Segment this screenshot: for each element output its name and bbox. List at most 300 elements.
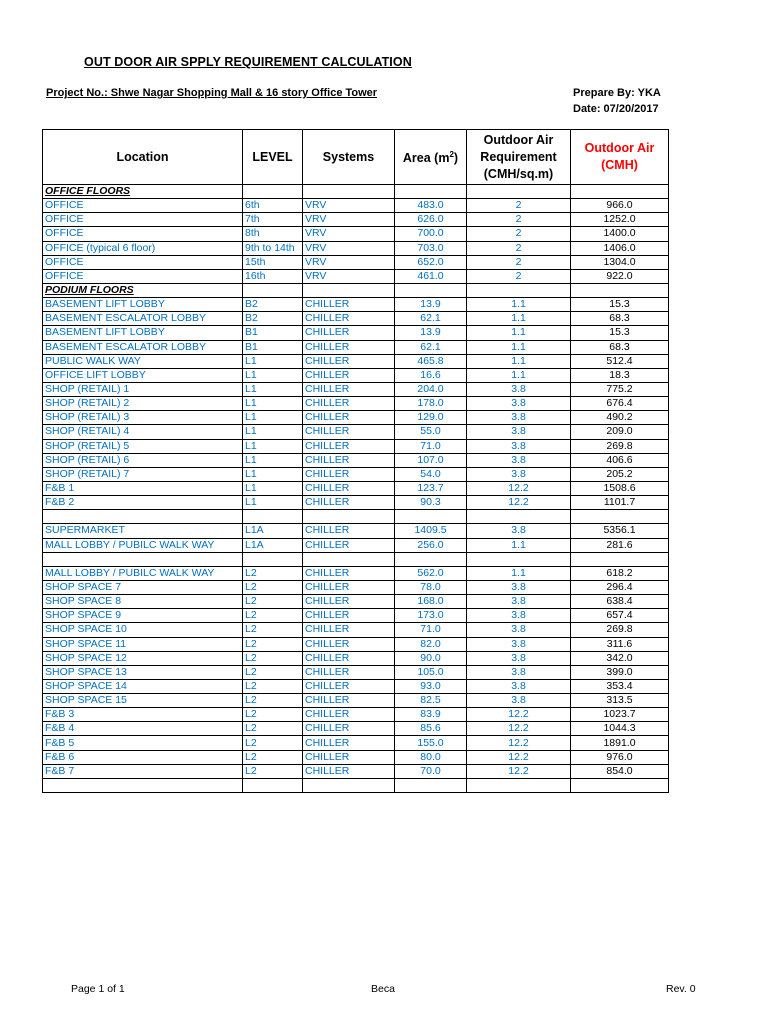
area-cell: 62.1 [395, 312, 467, 326]
empty-cell [571, 185, 669, 199]
level-cell: L2 [243, 609, 303, 623]
outdoor-air-cmh-cell: 68.3 [571, 340, 669, 354]
table-row [43, 354, 669, 368]
header-systems: Systems [303, 130, 395, 185]
level-cell: B2 [243, 298, 303, 312]
location-cell: SHOP (RETAIL) 4 [43, 425, 243, 439]
location-cell: F&B 7 [43, 764, 243, 778]
level-cell: L2 [243, 665, 303, 679]
area-cell: 71.0 [395, 439, 467, 453]
header-area-text: Area (m [402, 151, 450, 166]
systems-cell: CHILLER [303, 694, 395, 708]
requirement-cell: 12.2 [467, 722, 571, 736]
footer-rev: Rev. 0 [666, 983, 696, 995]
area-cell: 82.5 [395, 694, 467, 708]
location-cell: BASEMENT ESCALATOR LOBBY [43, 340, 243, 354]
requirement-cell: 12.2 [467, 481, 571, 495]
location-cell: OFFICE [43, 255, 243, 269]
level-cell: L2 [243, 566, 303, 580]
systems-cell: CHILLER [303, 312, 395, 326]
systems-cell: CHILLER [303, 439, 395, 453]
systems-cell: CHILLER [303, 679, 395, 693]
level-cell: L2 [243, 764, 303, 778]
requirement-cell: 12.2 [467, 750, 571, 764]
outdoor-air-cmh-cell: 1508.6 [571, 481, 669, 495]
systems-cell: VRV [303, 199, 395, 213]
area-cell: 123.7 [395, 481, 467, 495]
area-cell: 83.9 [395, 708, 467, 722]
outdoor-air-cmh-cell: 976.0 [571, 750, 669, 764]
level-cell: L2 [243, 722, 303, 736]
outdoor-air-cmh-cell: 854.0 [571, 764, 669, 778]
requirement-cell: 3.8 [467, 679, 571, 693]
table-row [43, 382, 669, 396]
requirement-cell: 3.8 [467, 609, 571, 623]
empty-cell [243, 283, 303, 297]
area-cell: 626.0 [395, 213, 467, 227]
level-cell: B2 [243, 312, 303, 326]
location-cell: SUPERMARKET [43, 524, 243, 538]
location-cell: F&B 2 [43, 496, 243, 510]
area-cell: 129.0 [395, 411, 467, 425]
level-cell: L1 [243, 439, 303, 453]
outdoor-air-cmh-cell: 209.0 [571, 425, 669, 439]
area-cell: 107.0 [395, 453, 467, 467]
table-row [43, 199, 669, 213]
outdoor-air-cmh-cell: 966.0 [571, 199, 669, 213]
empty-cell [243, 510, 303, 524]
outdoor-air-cmh-cell: 1023.7 [571, 708, 669, 722]
area-cell: 70.0 [395, 764, 467, 778]
empty-cell [243, 552, 303, 566]
level-cell: L1 [243, 467, 303, 481]
systems-cell: CHILLER [303, 736, 395, 750]
systems-cell: VRV [303, 269, 395, 283]
outdoor-air-cmh-cell: 1101.7 [571, 496, 669, 510]
level-cell: L2 [243, 694, 303, 708]
table-row [43, 595, 669, 609]
outdoor-air-cmh-cell: 638.4 [571, 595, 669, 609]
level-cell: L1 [243, 453, 303, 467]
empty-cell [243, 778, 303, 792]
systems-cell: CHILLER [303, 609, 395, 623]
systems-cell: CHILLER [303, 298, 395, 312]
area-cell: 78.0 [395, 580, 467, 594]
table-row [43, 213, 669, 227]
requirement-cell: 12.2 [467, 764, 571, 778]
header-cmh-line2: (CMH) [601, 158, 638, 172]
outdoor-air-cmh-cell: 618.2 [571, 566, 669, 580]
header-req-line1: Outdoor Air [483, 132, 554, 147]
systems-cell: CHILLER [303, 425, 395, 439]
area-cell: 1409.5 [395, 524, 467, 538]
area-cell: 483.0 [395, 199, 467, 213]
area-cell: 652.0 [395, 255, 467, 269]
requirement-cell: 3.8 [467, 637, 571, 651]
empty-cell [43, 552, 243, 566]
systems-cell: CHILLER [303, 382, 395, 396]
outdoor-air-cmh-cell: 775.2 [571, 382, 669, 396]
requirement-cell: 12.2 [467, 736, 571, 750]
level-cell: L2 [243, 679, 303, 693]
header-req-line3: (CMH/sq.m) [483, 166, 554, 181]
requirement-cell: 12.2 [467, 496, 571, 510]
systems-cell: CHILLER [303, 566, 395, 580]
table-row [43, 439, 669, 453]
empty-cell [43, 778, 243, 792]
outdoor-air-cmh-cell: 269.8 [571, 623, 669, 637]
requirement-cell: 1.1 [467, 298, 571, 312]
area-cell: 168.0 [395, 595, 467, 609]
empty-cell [395, 283, 467, 297]
blank-row [43, 510, 669, 524]
outdoor-air-cmh-cell: 18.3 [571, 368, 669, 382]
location-cell: F&B 3 [43, 708, 243, 722]
location-cell: BASEMENT LIFT LOBBY [43, 298, 243, 312]
requirement-cell: 3.8 [467, 411, 571, 425]
level-cell: L1 [243, 496, 303, 510]
location-cell: SHOP SPACE 8 [43, 595, 243, 609]
empty-cell [467, 283, 571, 297]
empty-cell [303, 778, 395, 792]
header-row [43, 130, 669, 185]
location-cell: F&B 5 [43, 736, 243, 750]
level-cell: L1 [243, 354, 303, 368]
outdoor-air-cmh-cell: 1891.0 [571, 736, 669, 750]
header-requirement [467, 130, 571, 185]
location-cell: SHOP (RETAIL) 5 [43, 439, 243, 453]
requirement-cell: 3.8 [467, 397, 571, 411]
location-cell: F&B 4 [43, 722, 243, 736]
outdoor-air-cmh-cell: 512.4 [571, 354, 669, 368]
location-cell: OFFICE [43, 213, 243, 227]
table-row [43, 397, 669, 411]
systems-cell: CHILLER [303, 453, 395, 467]
level-cell: L2 [243, 750, 303, 764]
outdoor-air-cmh-cell: 5356.1 [571, 524, 669, 538]
empty-cell [395, 185, 467, 199]
level-cell: B1 [243, 340, 303, 354]
level-cell: L1 [243, 382, 303, 396]
table-row [43, 750, 669, 764]
empty-cell [467, 510, 571, 524]
level-cell: L1 [243, 411, 303, 425]
systems-cell: CHILLER [303, 397, 395, 411]
area-cell: 55.0 [395, 425, 467, 439]
systems-cell: CHILLER [303, 354, 395, 368]
table-row [43, 566, 669, 580]
table-row [43, 312, 669, 326]
level-cell: L1 [243, 368, 303, 382]
area-cell: 85.6 [395, 722, 467, 736]
area-cell: 13.9 [395, 326, 467, 340]
area-cell: 204.0 [395, 382, 467, 396]
requirement-cell: 3.8 [467, 524, 571, 538]
empty-cell [395, 552, 467, 566]
table-row [43, 269, 669, 283]
table-row [43, 368, 669, 382]
header-req-line2: Requirement [480, 149, 557, 164]
area-cell: 700.0 [395, 227, 467, 241]
location-cell: MALL LOBBY / PUBILC WALK WAY [43, 538, 243, 552]
area-cell: 155.0 [395, 736, 467, 750]
level-cell: 8th [243, 227, 303, 241]
requirement-cell: 2 [467, 227, 571, 241]
area-cell: 82.0 [395, 637, 467, 651]
requirement-cell: 2 [467, 213, 571, 227]
systems-cell: CHILLER [303, 722, 395, 736]
requirement-cell: 2 [467, 255, 571, 269]
outdoor-air-cmh-cell: 406.6 [571, 453, 669, 467]
requirement-cell: 3.8 [467, 665, 571, 679]
blank-row [43, 778, 669, 792]
location-cell: SHOP (RETAIL) 1 [43, 382, 243, 396]
location-cell: BASEMENT LIFT LOBBY [43, 326, 243, 340]
header-level: LEVEL [243, 130, 303, 185]
outdoor-air-cmh-cell: 68.3 [571, 312, 669, 326]
systems-cell: CHILLER [303, 467, 395, 481]
location-cell: SHOP (RETAIL) 6 [43, 453, 243, 467]
level-cell: L2 [243, 736, 303, 750]
requirement-cell: 1.1 [467, 354, 571, 368]
requirement-cell: 1.1 [467, 368, 571, 382]
table-row [43, 496, 669, 510]
level-cell: L2 [243, 637, 303, 651]
location-cell: SHOP (RETAIL) 2 [43, 397, 243, 411]
header-area-sup: 2 [449, 150, 454, 160]
location-cell: SHOP SPACE 14 [43, 679, 243, 693]
area-cell: 93.0 [395, 679, 467, 693]
systems-cell: VRV [303, 255, 395, 269]
systems-cell: CHILLER [303, 595, 395, 609]
table-row [43, 623, 669, 637]
empty-cell [467, 552, 571, 566]
area-cell: 562.0 [395, 566, 467, 580]
systems-cell: CHILLER [303, 750, 395, 764]
area-cell: 178.0 [395, 397, 467, 411]
location-cell: SHOP SPACE 12 [43, 651, 243, 665]
outdoor-air-cmh-cell: 313.5 [571, 694, 669, 708]
location-cell: SHOP SPACE 11 [43, 637, 243, 651]
outdoor-air-cmh-cell: 1406.0 [571, 241, 669, 255]
location-cell: SHOP SPACE 10 [43, 623, 243, 637]
table-row [43, 326, 669, 340]
systems-cell: CHILLER [303, 411, 395, 425]
area-cell: 703.0 [395, 241, 467, 255]
outdoor-air-cmh-cell: 676.4 [571, 397, 669, 411]
empty-cell [303, 510, 395, 524]
level-cell: L2 [243, 651, 303, 665]
page-title: OUT DOOR AIR SPPLY REQUIREMENT CALCULATION [84, 55, 412, 69]
systems-cell: CHILLER [303, 340, 395, 354]
outdoor-air-cmh-cell: 269.8 [571, 439, 669, 453]
table-row [43, 694, 669, 708]
level-cell: L1A [243, 524, 303, 538]
systems-cell: CHILLER [303, 580, 395, 594]
table-body [43, 185, 669, 793]
table-row [43, 580, 669, 594]
area-cell: 461.0 [395, 269, 467, 283]
systems-cell: CHILLER [303, 368, 395, 382]
area-cell: 173.0 [395, 609, 467, 623]
area-cell: 90.0 [395, 651, 467, 665]
systems-cell: VRV [303, 241, 395, 255]
location-cell: SHOP SPACE 9 [43, 609, 243, 623]
requirement-cell: 1.1 [467, 326, 571, 340]
table-row [43, 637, 669, 651]
requirement-cell: 3.8 [467, 453, 571, 467]
table-row [43, 255, 669, 269]
location-cell: SHOP SPACE 7 [43, 580, 243, 594]
table-row [43, 708, 669, 722]
outdoor-air-cmh-cell: 1252.0 [571, 213, 669, 227]
location-cell: BASEMENT ESCALATOR LOBBY [43, 312, 243, 326]
table-row [43, 679, 669, 693]
table-row [43, 481, 669, 495]
header-area [395, 130, 467, 185]
area-cell: 80.0 [395, 750, 467, 764]
table-row [43, 340, 669, 354]
requirement-cell: 3.8 [467, 425, 571, 439]
table-row [43, 227, 669, 241]
systems-cell: CHILLER [303, 637, 395, 651]
area-cell: 90.3 [395, 496, 467, 510]
location-cell: OFFICE [43, 227, 243, 241]
level-cell: L1 [243, 481, 303, 495]
empty-cell [571, 552, 669, 566]
section-row [43, 283, 669, 297]
outdoor-air-cmh-cell: 281.6 [571, 538, 669, 552]
location-cell: OFFICE LIFT LOBBY [43, 368, 243, 382]
blank-row [43, 552, 669, 566]
location-cell: PUBLIC WALK WAY [43, 354, 243, 368]
requirement-cell: 1.1 [467, 538, 571, 552]
level-cell: 16th [243, 269, 303, 283]
area-cell: 71.0 [395, 623, 467, 637]
area-cell: 13.9 [395, 298, 467, 312]
requirement-cell: 3.8 [467, 580, 571, 594]
table-row [43, 538, 669, 552]
empty-cell [303, 283, 395, 297]
systems-cell: CHILLER [303, 623, 395, 637]
requirement-cell: 3.8 [467, 467, 571, 481]
table-row [43, 651, 669, 665]
level-cell: 6th [243, 199, 303, 213]
requirement-cell: 1.1 [467, 340, 571, 354]
level-cell: 9th to 14th [243, 241, 303, 255]
location-cell: SHOP SPACE 13 [43, 665, 243, 679]
requirement-cell: 2 [467, 199, 571, 213]
table-row [43, 736, 669, 750]
empty-cell [467, 778, 571, 792]
requirement-cell: 1.1 [467, 566, 571, 580]
empty-cell [571, 510, 669, 524]
area-cell: 256.0 [395, 538, 467, 552]
outdoor-air-cmh-cell: 490.2 [571, 411, 669, 425]
systems-cell: CHILLER [303, 651, 395, 665]
systems-cell: CHILLER [303, 538, 395, 552]
location-cell: F&B 1 [43, 481, 243, 495]
outdoor-air-cmh-cell: 311.6 [571, 637, 669, 651]
level-cell: L2 [243, 595, 303, 609]
requirement-cell: 3.8 [467, 595, 571, 609]
table-row [43, 609, 669, 623]
location-cell: SHOP (RETAIL) 3 [43, 411, 243, 425]
header-cmh-line1: Outdoor Air [584, 141, 655, 155]
area-cell: 465.8 [395, 354, 467, 368]
outdoor-air-cmh-cell: 1044.3 [571, 722, 669, 736]
table-row [43, 722, 669, 736]
level-cell: 15th [243, 255, 303, 269]
systems-cell: CHILLER [303, 708, 395, 722]
location-cell: MALL LOBBY / PUBILC WALK WAY [43, 566, 243, 580]
requirement-cell: 3.8 [467, 439, 571, 453]
outdoor-air-cmh-cell: 205.2 [571, 467, 669, 481]
level-cell: 7th [243, 213, 303, 227]
empty-cell [303, 552, 395, 566]
table-row [43, 411, 669, 425]
location-cell: SHOP (RETAIL) 7 [43, 467, 243, 481]
outdoor-air-cmh-cell: 1304.0 [571, 255, 669, 269]
section-label: OFFICE FLOORS [43, 185, 243, 199]
systems-cell: VRV [303, 213, 395, 227]
requirement-cell: 3.8 [467, 382, 571, 396]
section-label: PODIUM FLOORS [43, 283, 243, 297]
level-cell: L2 [243, 580, 303, 594]
header-area-end: ) [453, 151, 459, 166]
empty-cell [571, 778, 669, 792]
empty-cell [467, 185, 571, 199]
table-row [43, 764, 669, 778]
footer-page: Page 1 of 1 [71, 983, 125, 995]
outdoor-air-cmh-cell: 657.4 [571, 609, 669, 623]
outdoor-air-cmh-cell: 399.0 [571, 665, 669, 679]
outdoor-air-cmh-cell: 342.0 [571, 651, 669, 665]
level-cell: L1 [243, 425, 303, 439]
level-cell: B1 [243, 326, 303, 340]
project-line: Project No.: Shwe Nagar Shopping Mall & 16 story Office Tower [46, 87, 378, 99]
empty-cell [303, 185, 395, 199]
table-row [43, 241, 669, 255]
table-row [43, 467, 669, 481]
requirement-cell: 1.1 [467, 312, 571, 326]
location-cell: OFFICE [43, 199, 243, 213]
requirement-cell: 2 [467, 269, 571, 283]
level-cell: L2 [243, 708, 303, 722]
outdoor-air-cmh-cell: 15.3 [571, 298, 669, 312]
requirement-cell: 3.8 [467, 651, 571, 665]
table-row [43, 524, 669, 538]
area-cell: 54.0 [395, 467, 467, 481]
outdoor-air-cmh-cell: 296.4 [571, 580, 669, 594]
location-cell: OFFICE (typical 6 floor) [43, 241, 243, 255]
systems-cell: CHILLER [303, 524, 395, 538]
empty-cell [43, 510, 243, 524]
outdoor-air-cmh-cell: 1400.0 [571, 227, 669, 241]
calculation-table [42, 129, 669, 793]
prepared-by: Prepare By: YKA [573, 87, 661, 99]
systems-cell: CHILLER [303, 764, 395, 778]
table-row [43, 665, 669, 679]
section-row [43, 185, 669, 199]
outdoor-air-cmh-cell: 353.4 [571, 679, 669, 693]
table-row [43, 425, 669, 439]
area-cell: 105.0 [395, 665, 467, 679]
empty-cell [395, 778, 467, 792]
level-cell: L1A [243, 538, 303, 552]
table-row [43, 453, 669, 467]
location-cell: OFFICE [43, 269, 243, 283]
